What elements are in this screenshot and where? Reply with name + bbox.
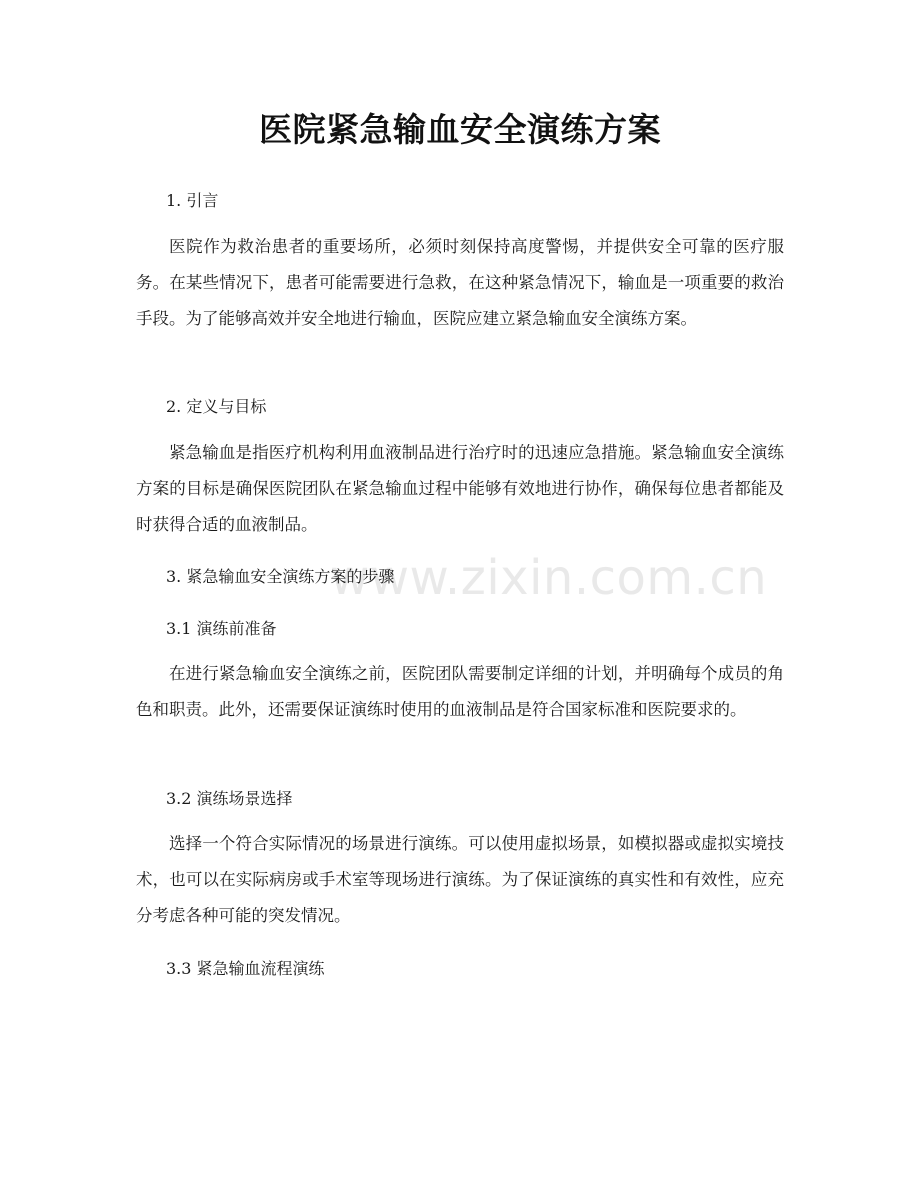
- document-title: 医院紧急输血安全演练方案: [259, 110, 661, 149]
- section-heading-definition: 2. 定义与目标: [166, 397, 267, 416]
- section-heading-introduction: 1. 引言: [166, 191, 219, 210]
- section-paragraph-introduction: 医院作为救治患者的重要场所，必须时刻保持高度警惕，并提供安全可靠的医疗服务。在某些情况下，患者可能需要进行急救，在这种紧急情况下，输血是一项重要的救治手段。为了能够高效并安全地进行输血，医院应建立紧急输血安全演练方案。: [136, 237, 784, 328]
- subsection-paragraph-scenario: 选择一个符合实际情况的场景进行演练。可以使用虚拟场景，如模拟器或虚拟实境技术，也可以在实际病房或手术室等现场进行演练。为了保证演练的真实性和有效性，应充分考虑各种可能的突发情况。: [136, 834, 784, 925]
- section-paragraph-definition: 紧急输血是指医疗机构利用血液制品进行治疗时的迅速应急措施。紧急输血安全演练方案的目标是确保医院团队在紧急输血过程中能够有效地进行协作，确保每位患者都能及时获得合适的血液制品。: [136, 443, 784, 534]
- section-heading-steps: 3. 紧急输血安全演练方案的步骤: [166, 567, 395, 586]
- subsection-paragraph-preparation: 在进行紧急输血安全演练之前，医院团队需要制定详细的计划，并明确每个成员的角色和职责。此外，还需要保证演练时使用的血液制品是符合国家标准和医院要求的。: [136, 664, 784, 719]
- watermark: www.zixin.com.cn: [330, 550, 768, 606]
- subsection-heading-process: 3.3 紧急输血流程演练: [166, 959, 325, 978]
- subsection-heading-preparation: 3.1 演练前准备: [166, 619, 277, 638]
- subsection-heading-scenario: 3.2 演练场景选择: [166, 789, 293, 808]
